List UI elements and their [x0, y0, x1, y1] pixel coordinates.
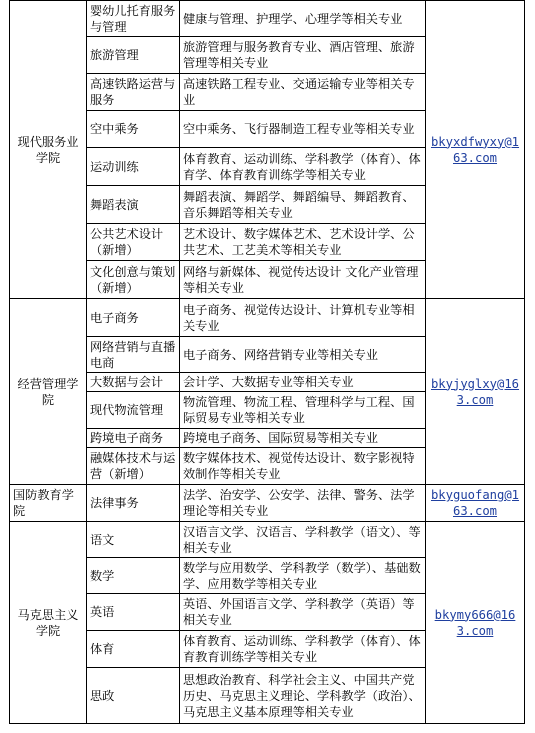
requirement-cell: 体育教育、运动训练、学科教学（体育）、体育教育训练学等相关专业	[180, 631, 426, 668]
major-cell: 英语	[87, 594, 180, 631]
major-cell: 空中乘务	[87, 111, 180, 148]
requirement-cell: 健康与管理、护理学、心理学等相关专业	[180, 1, 426, 37]
requirement-cell: 网络与新媒体、视觉传达设计 文化产业管理等相关专业	[180, 261, 426, 299]
email-cell	[426, 485, 525, 522]
email-link[interactable]: bkyxdfwyxy@163.com	[430, 134, 520, 165]
requirement-cell: 跨境电子商务、国际贸易等相关专业	[180, 429, 426, 448]
requirement-cell: 艺术设计、数字媒体艺术、艺术设计学、公共艺术、工艺美术等相关专业	[180, 224, 426, 261]
college-cell: 国防教育学院	[10, 485, 87, 522]
email-link[interactable]: bkymy666@163.com	[434, 607, 516, 638]
email-cell	[426, 299, 525, 485]
major-cell: 法律事务	[87, 485, 180, 522]
recruitment-table	[9, 0, 525, 724]
major-cell: 舞蹈表演	[87, 186, 180, 224]
requirement-cell: 物流管理、物流工程、管理科学与工程、国际贸易专业等相关专业	[180, 392, 426, 429]
requirement-cell: 英语、外国语言文学、学科教学（英语）等相关专业	[180, 594, 426, 631]
requirement-cell: 体育教育、运动训练、学科教学（体育）、体育学、体育教育训练学等相关专业	[180, 148, 426, 186]
requirement-cell: 数字媒体技术、视觉传达设计、数字影视特效制作等相关专业	[180, 448, 426, 485]
requirement-cell: 数学与应用数学、学科教学（数学）、基础数学、应用数学等相关专业	[180, 558, 426, 594]
major-cell: 电子商务	[87, 299, 180, 337]
major-cell: 现代物流管理	[87, 392, 180, 429]
requirement-cell: 会计学、大数据专业等相关专业	[180, 373, 426, 392]
requirement-cell: 高速铁路工程专业、交通运输专业等相关专业	[180, 74, 426, 111]
major-cell: 数学	[87, 558, 180, 594]
major-cell: 婴幼儿托育服务与管理	[87, 1, 180, 37]
requirement-cell: 电子商务、网络营销专业等相关专业	[180, 337, 426, 373]
requirement-cell: 法学、治安学、公安学、法律、警务、法学理论等相关专业	[180, 485, 426, 522]
major-cell: 大数据与会计	[87, 373, 180, 392]
major-cell: 融媒体技术与运营（新增）	[87, 448, 180, 485]
requirement-cell: 汉语言文学、汉语言、学科教学（语文）、等相关专业	[180, 522, 426, 558]
major-cell: 语文	[87, 522, 180, 558]
major-cell: 跨境电子商务	[87, 429, 180, 448]
major-cell: 思政	[87, 668, 180, 724]
requirement-cell: 舞蹈表演、舞蹈学、舞蹈编导、舞蹈教育、音乐舞蹈等相关专业	[180, 186, 426, 224]
table-row	[10, 522, 525, 558]
table-row	[10, 299, 525, 337]
major-cell: 旅游管理	[87, 37, 180, 74]
major-cell: 网络营销与直播电商	[87, 337, 180, 373]
college-cell: 马克思主义学院	[10, 522, 87, 724]
table-row	[10, 1, 525, 37]
college-cell: 经营管理学院	[10, 299, 87, 485]
requirement-cell: 思想政治教育、科学社会主义、中国共产党历史、马克思主义理论、学科教学（政治）、马克思主义基本原理等相关专业	[180, 668, 426, 724]
table-row	[10, 485, 525, 522]
email-cell	[426, 1, 525, 299]
major-cell: 高速铁路运营与服务	[87, 74, 180, 111]
major-cell: 运动训练	[87, 148, 180, 186]
email-link[interactable]: bkyjyglxy@163.com	[430, 376, 520, 407]
requirement-cell: 电子商务、视觉传达设计、计算机专业等相关专业	[180, 299, 426, 337]
email-cell	[426, 522, 525, 724]
college-cell: 现代服务业学院	[10, 1, 87, 299]
email-link[interactable]: bkyguofang@163.com	[430, 488, 520, 518]
major-cell: 文化创意与策划（新增）	[87, 261, 180, 299]
major-cell: 体育	[87, 631, 180, 668]
major-cell: 公共艺术设计（新增）	[87, 224, 180, 261]
requirement-cell: 旅游管理与服务教育专业、酒店管理、旅游管理等相关专业	[180, 37, 426, 74]
requirement-cell: 空中乘务、飞行器制造工程专业等相关专业	[180, 111, 426, 148]
